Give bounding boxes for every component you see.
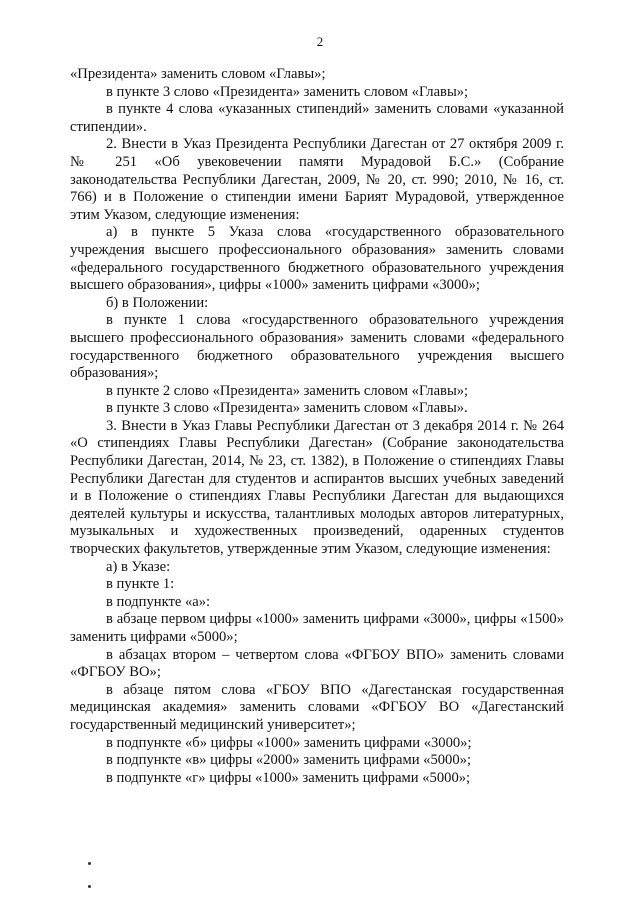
paragraph: в абзаце пятом слова «ГБОУ ВПО «Дагестанская государственная медицинская академия» заменить словами «ФГБОУ ВО «Дагестанский государственный медицинский университет»; — [70, 681, 564, 733]
paragraph: в абзаце первом цифры «1000» заменить цифрами «3000», цифры «1500» заменить цифрами «5000»; — [70, 611, 564, 645]
paragraph: 3. Внести в Указ Главы Республики Дагестан от 3 декабря 2014 г. № 264 «О стипендиях Главы Республики Дагестан» (Собрание законодательства Республики Дагестан, 2014, № 23, ст. 1382), в Положение о стипендиях Главы Республики Дагестан для студентов и аспирантов высших учебных заведений и в Положение о стипендиях Главы Республики Дагестан для выдающихся деятелей культуры и искусства, талантливых молодых авторов литературных, музыкальных и художественных произведений, одаренных студентов творческих факультетов, утвержденные этим Указом, следующие изменения: — [70, 417, 564, 558]
paragraph: б) в Положении: — [106, 294, 209, 311]
paragraph: 2. Внести в Указ Президента Республики Дагестан от 27 октября 2009 г. № 251 «Об увековечении памяти Мурадовой Б.С.» (Собрание законодательства Республики Дагестан, 2009, № 20, ст. 990; 2010, № 16, ст. 766) и в Положение о стипендии имени Барият Мурадовой, утвержденное этим Указом, следующие изменения: — [70, 136, 564, 223]
paragraph: а) в Указе: — [106, 558, 171, 575]
scan-speck — [88, 862, 91, 865]
paragraph: в подпункте «а»: — [106, 593, 211, 610]
paragraph: в пункте 1: — [106, 576, 175, 593]
paragraph: в подпункте «г» цифры «1000» заменить цифрами «5000»; — [106, 769, 471, 786]
paragraph: в пункте 4 слова «указанных стипендий» заменить словами «указанной стипендии». — [70, 101, 564, 135]
paragraph: в пункте 3 слово «Президента» заменить словом «Главы». — [106, 400, 468, 417]
paragraph: в пункте 2 слово «Президента» заменить словом «Главы»; — [106, 382, 469, 399]
paragraph: «Президента» заменить словом «Главы»; — [70, 66, 326, 82]
scan-speck — [88, 885, 91, 888]
paragraph: а) в пункте 5 Указа слова «государственного образовательного учреждения высшего профессионального образования» заменить словами «федерального государственного бюджетного образовательного учреждения высшего образования», цифры «1000» заменить цифрами «3000»; — [70, 224, 564, 294]
document-body — [70, 66, 564, 787]
paragraph: в пункте 3 слово «Президента» заменить словом «Главы»; — [106, 83, 469, 100]
page-number: 2 — [316, 34, 324, 49]
paragraph: в подпункте «в» цифры «2000» заменить цифрами «5000»; — [106, 752, 471, 769]
paragraph: в пункте 1 слова «государственного образовательного учреждения высшего профессионального образования» заменить словами «федерального государственного бюджетного образовательного учреждения высшего образования»; — [70, 312, 564, 382]
paragraph: в абзацах втором – четвертом слова «ФГБОУ ВПО» заменить словами «ФГБОУ ВО»; — [70, 646, 564, 681]
paragraph: в подпункте «б» цифры «1000» заменить цифрами «3000»; — [106, 734, 472, 751]
